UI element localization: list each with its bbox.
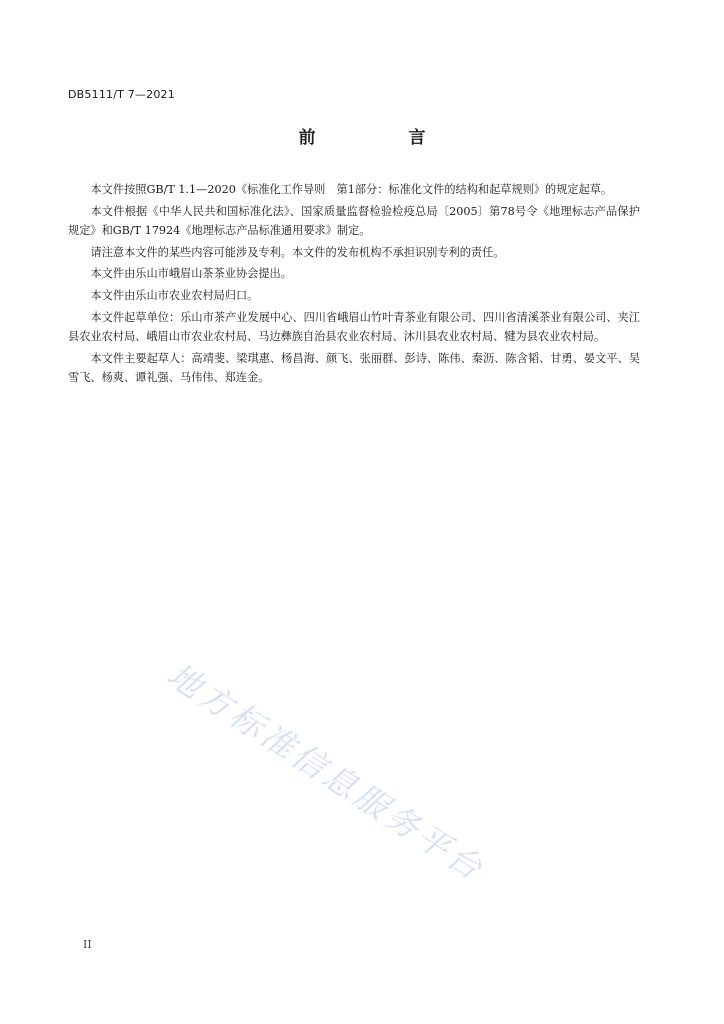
- page-title: 前 言: [298, 128, 464, 148]
- foreword-body: [68, 180, 640, 390]
- document-code: DB5111/T 7—2021: [68, 88, 175, 101]
- paragraph-centralized-unit: 本文件由乐山市农业农村局归口。: [90, 289, 259, 303]
- paragraph-proposer: 本文件由乐山市峨眉山茶茶业协会提出。: [90, 267, 292, 281]
- paragraph-legal-basis: 本文件根据《中华人民共和国标准化法》、国家质量监督检验检疫总局〔2005〕第78号令《地理标志产品保护规定》和GB/T 17924《地理标志产品标准通用要求》制定。: [68, 204, 640, 237]
- paragraph-drafting-units: 本文件起草单位：乐山市茶产业发展中心、四川省峨眉山竹叶青茶业有限公司、四川省清溪茶业有限公司、夹江县农业农村局、峨眉山市农业农村局、马边彝族自治县农业农村局、沐川县农业农村局、犍为县农业农村局。: [68, 310, 640, 343]
- page-number: II: [83, 938, 92, 951]
- paragraph-drafting-rules: 本文件按照GB/T 1.1—2020《标准化工作导则 第1部分：标准化文件的结构和起草规则》的规定起草。: [90, 183, 613, 196]
- paragraph-drafters: 本文件主要起草人：高靖斐、梁琪惠、杨昌海、颜飞、张丽群、彭诗、陈伟、秦沥、陈含韬、甘勇、晏文平、吴雪飞、杨爽、谭礼强、马伟伟、郑连金。: [68, 351, 640, 384]
- paragraph-patent-notice: 请注意本文件的某些内容可能涉及专利。本文件的发布机构不承担识别专利的责任。: [90, 245, 505, 259]
- watermark: 地方标准信息服务平台: [160, 655, 493, 890]
